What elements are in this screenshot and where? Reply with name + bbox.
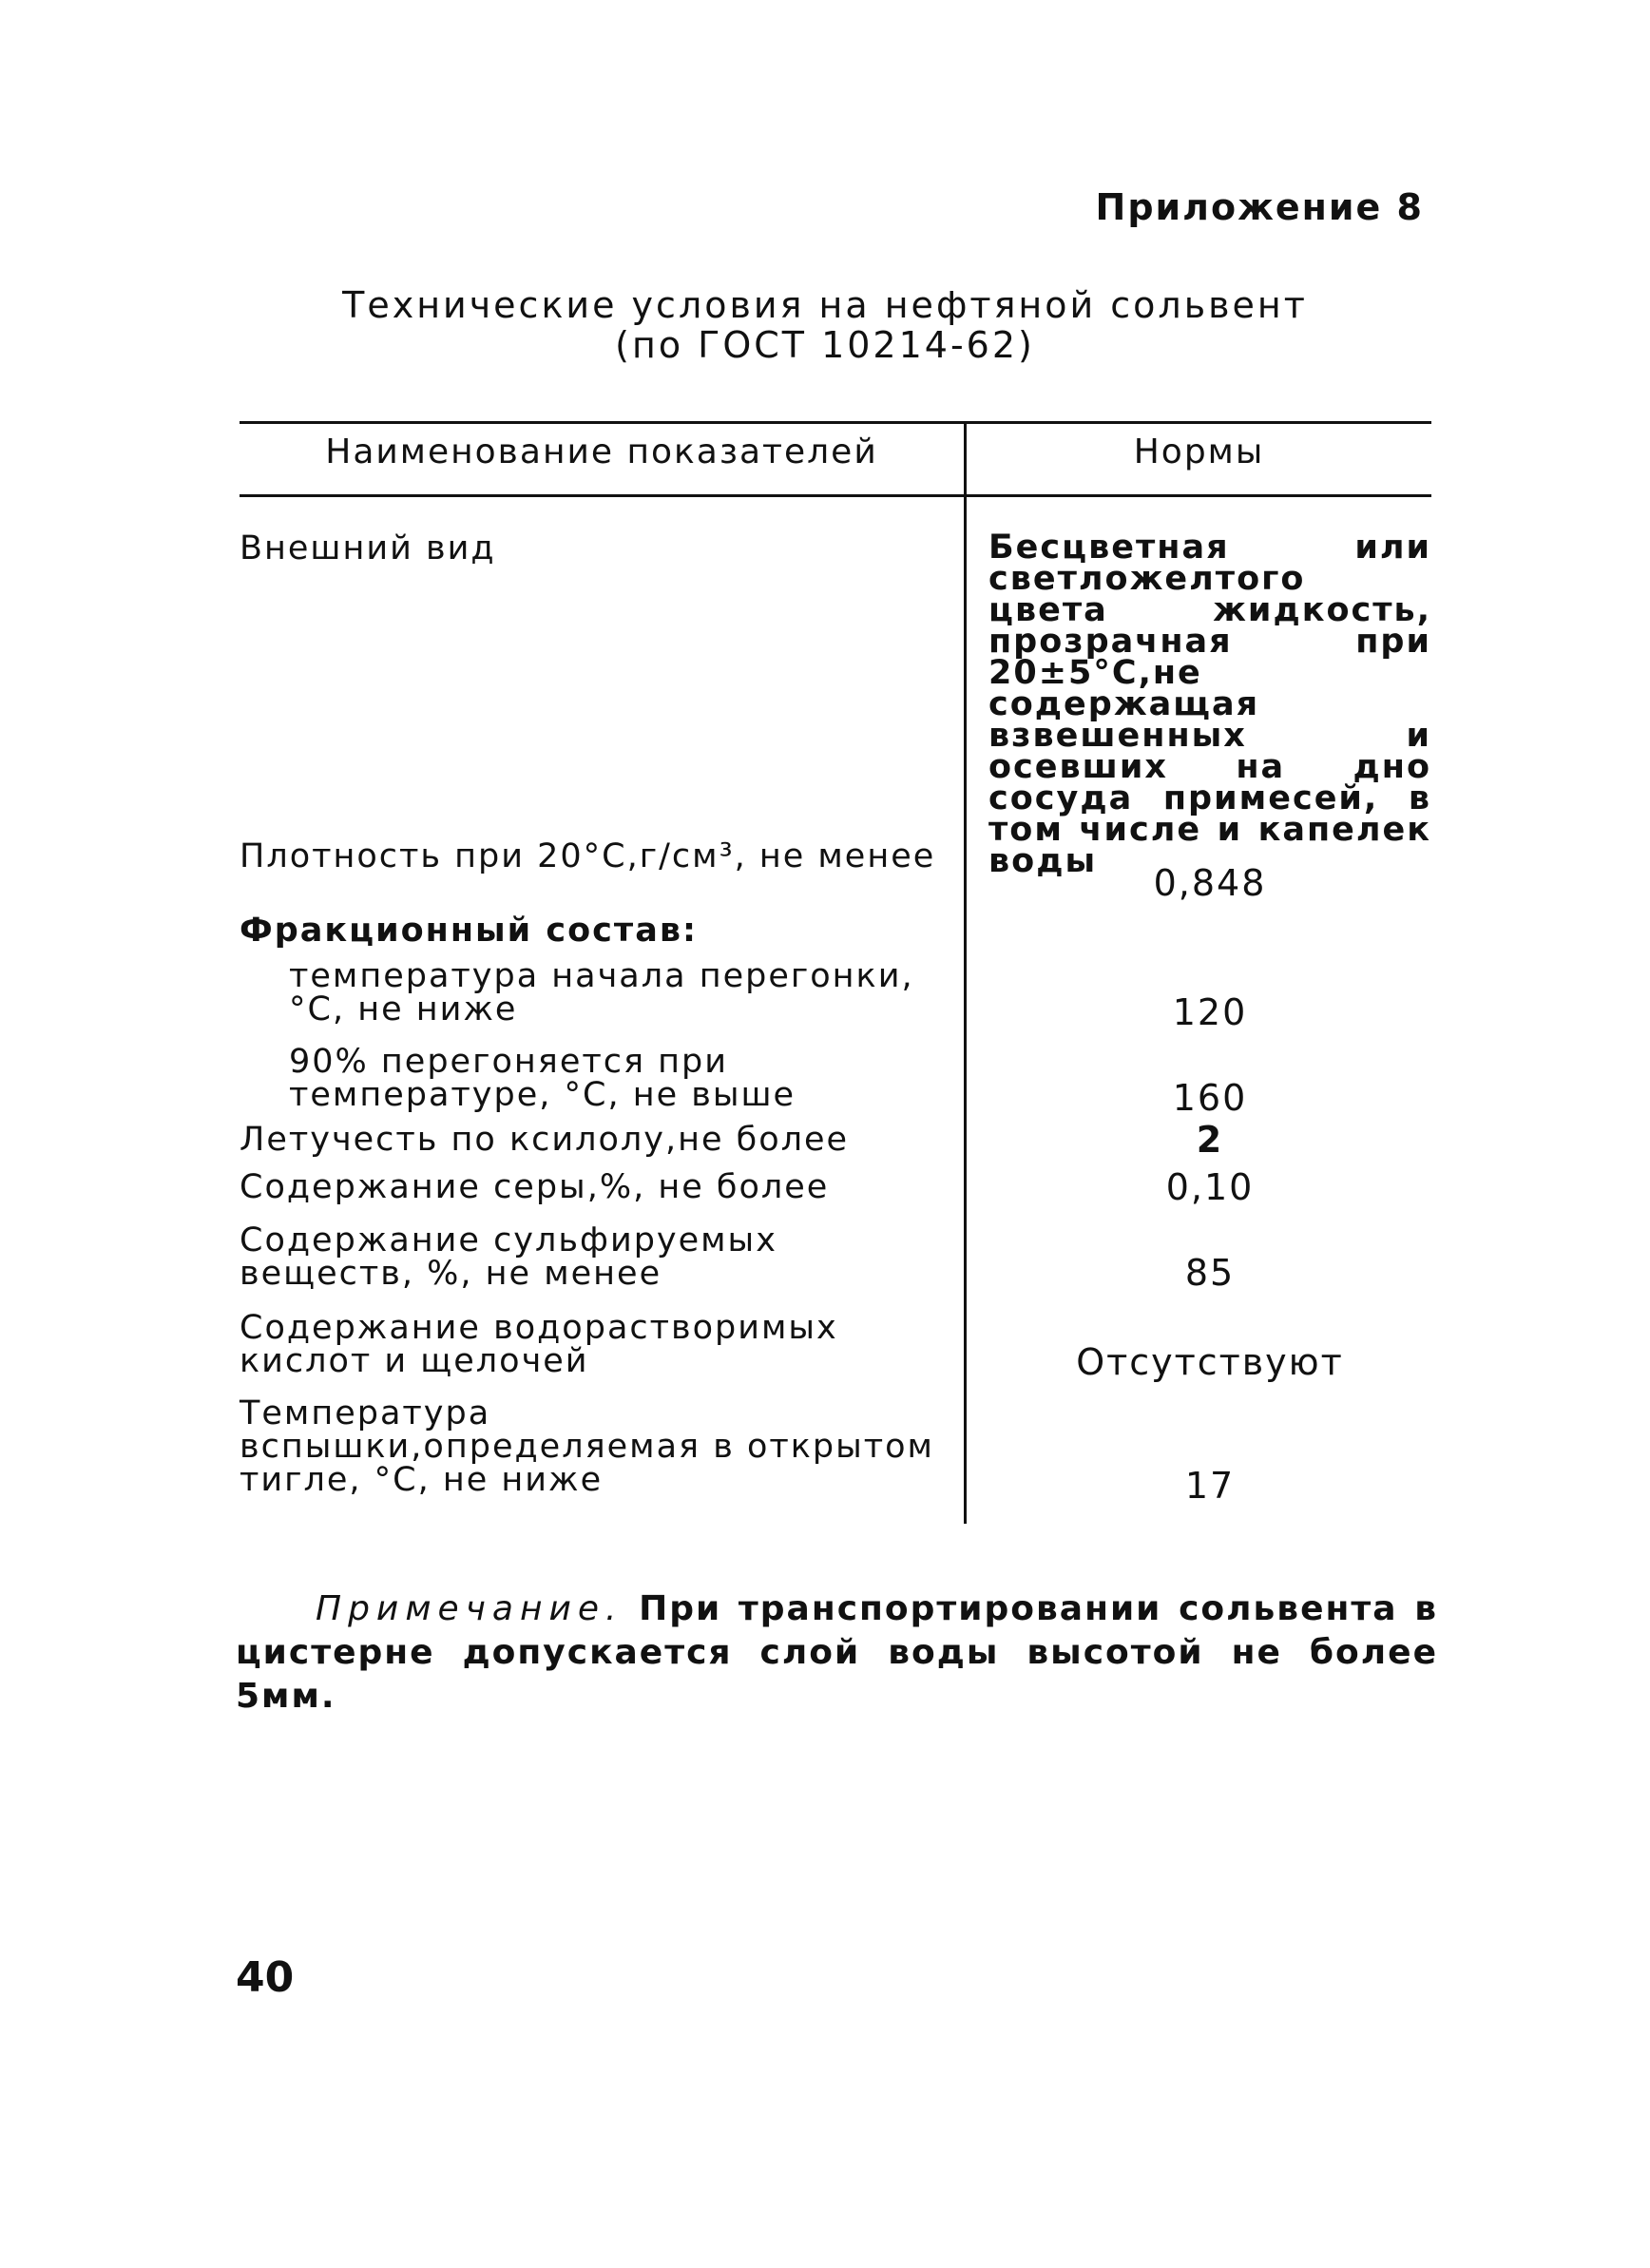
row-sulfur-name: Содержание серы,%, не более [240, 1168, 830, 1206]
row-start-temp-norm: 120 [1172, 991, 1248, 1033]
document-title [0, 285, 1650, 365]
note-label: Примечание. [316, 1589, 624, 1628]
row-density-norm: 0,848 [1153, 862, 1267, 904]
title-line-2: (по ГОСТ 10214-62) [615, 324, 1035, 366]
row-sulfonatable-norm: 85 [1184, 1252, 1236, 1294]
page-number: 40 [236, 1953, 295, 2002]
row-appearance-norm: Бесцветная или светложелтого цвета жидкость, прозрачная при 20±5°С,не содержащая взвешенных и осевших на дно сосуда примесей, в том числе и капелек воды [988, 529, 1431, 880]
row-flash-point-norm: 17 [1184, 1465, 1236, 1507]
table-note [236, 1587, 1438, 1719]
row-volatility-name: Летучесть по ксилолу,не более [240, 1121, 850, 1159]
row-start-temp-name: температура начала перегонки, °С, не ниже [289, 957, 914, 1028]
row-90-percent-norm: 160 [1172, 1077, 1248, 1119]
table-header-rule [240, 494, 1431, 497]
row-flash-point-name: Температура вспышки,определяемая в открытом тигле, °С, не ниже [240, 1394, 934, 1499]
table-column-divider [964, 421, 967, 1524]
row-fraction-heading: Фракционный состав: [240, 912, 698, 950]
note-text: При транспортировании сольвента в цистерне допускается слой воды высотой не более 5мм. [236, 1589, 1438, 1716]
row-90-percent-name: 90% перегоняется при температуре, °С, не выше [289, 1043, 796, 1114]
row-acids-name: Содержание водорастворимых кислот и щелочей [240, 1309, 838, 1380]
table-top-rule [240, 421, 1431, 424]
header-indicator-name: Наименование показателей [325, 432, 878, 471]
row-density-name: Плотность при 20°С,г/см³, не менее [240, 837, 936, 875]
row-acids-norm: Отсутствуют [1076, 1341, 1344, 1383]
row-appearance-name: Внешний вид [240, 529, 496, 567]
appendix-label: Приложение 8 [1095, 186, 1424, 228]
header-norms: Нормы [1133, 432, 1265, 471]
row-volatility-norm: 2 [1196, 1119, 1224, 1161]
row-sulfonatable-name: Содержание сульфируемых веществ, %, не менее [240, 1221, 777, 1293]
row-sulfur-norm: 0,10 [1165, 1166, 1255, 1208]
title-line-1: Технические условия на нефтяной сольвент [342, 284, 1308, 326]
